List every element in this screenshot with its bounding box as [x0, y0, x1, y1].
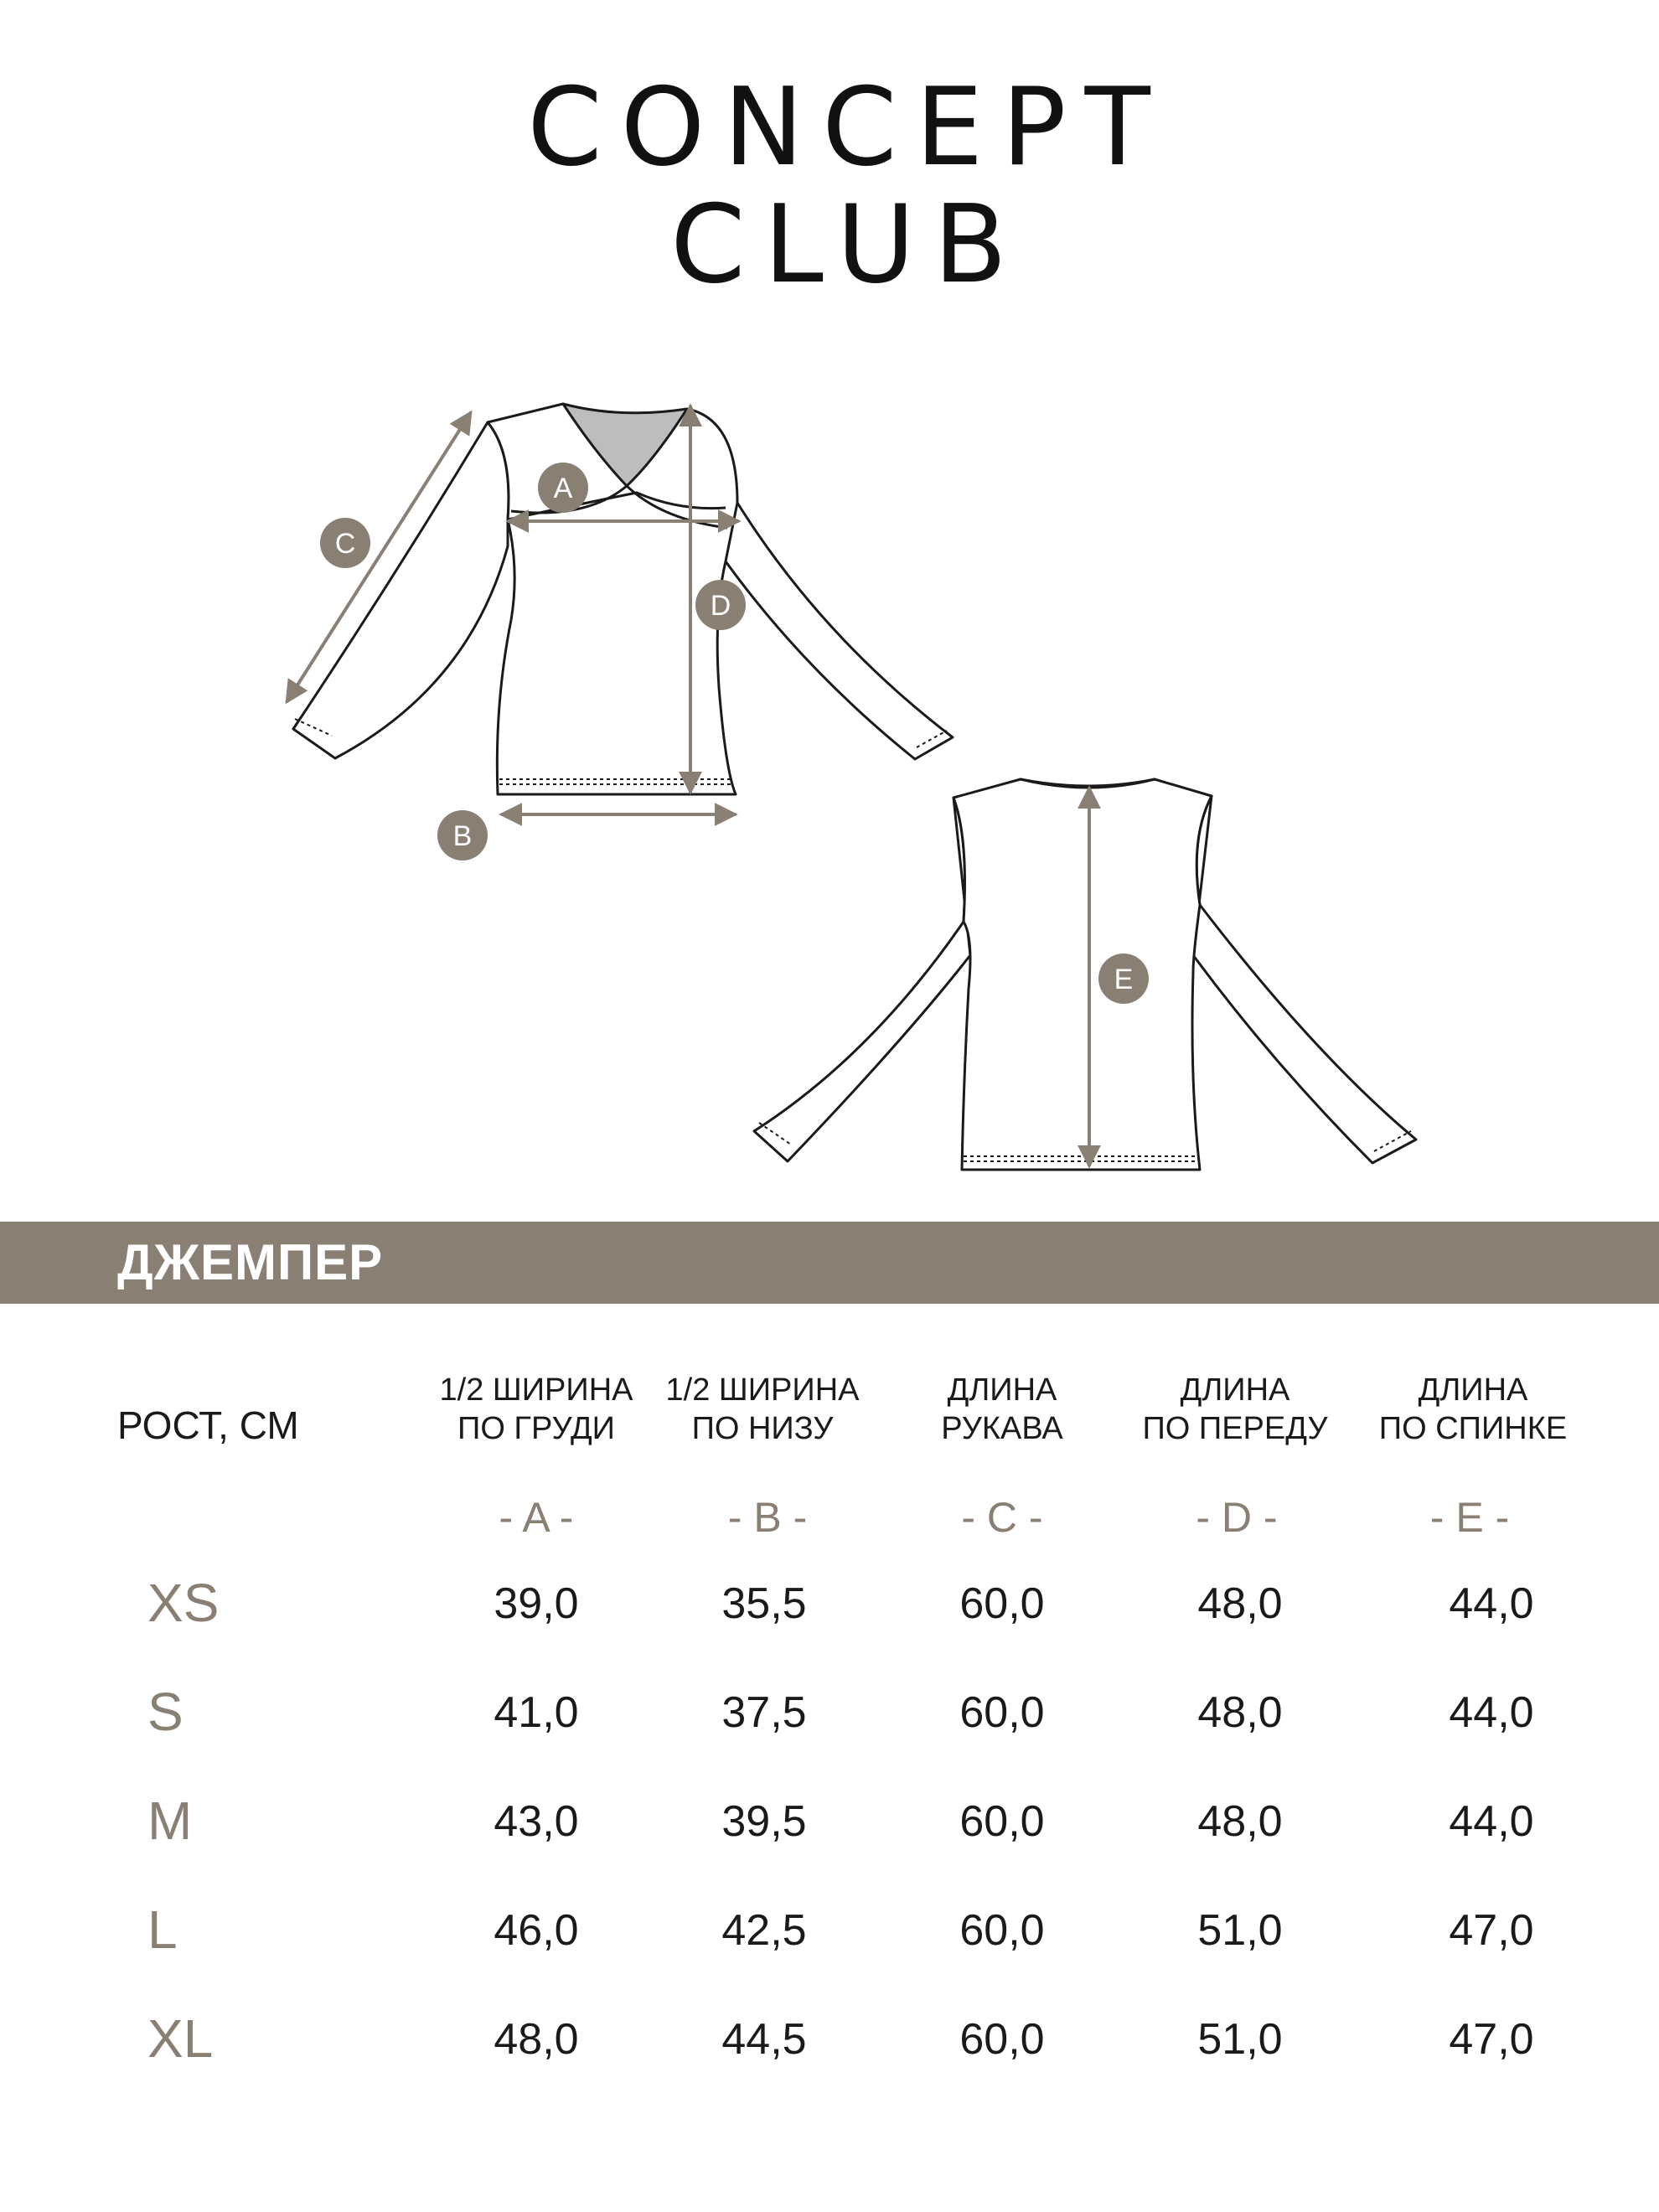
front-view [293, 404, 953, 794]
table-cell: 60,0 [959, 1797, 1045, 1846]
column-header-c: ДЛИНА РУКАВА [941, 1372, 1063, 1446]
table-cell: 37,5 [721, 1688, 807, 1737]
table-cell: 44,0 [1449, 1579, 1534, 1628]
table-cell: 44,0 [1449, 1688, 1534, 1737]
table-cell: 51,0 [1197, 2015, 1283, 2064]
table-cell: 60,0 [959, 2015, 1045, 2064]
marker-d: D [710, 590, 731, 622]
column-code-c: - C - [961, 1494, 1043, 1541]
table-cell: 60,0 [959, 1688, 1045, 1737]
marker-e: E [1114, 964, 1134, 995]
table-cell: 48,0 [494, 2015, 579, 2064]
table-cell: 44,5 [721, 2015, 807, 2064]
column-header-a: 1/2 ШИРИНА ПО ГРУДИ [439, 1372, 633, 1446]
size-label: L [147, 1899, 178, 1960]
size-label: S [147, 1682, 183, 1742]
table-cell: 46,0 [494, 1906, 579, 1955]
table-cell: 39,0 [494, 1579, 579, 1628]
table-cell: 41,0 [494, 1688, 579, 1737]
brand-logo-line1: CONCEPT [527, 65, 1169, 190]
size-label: XS [147, 1573, 220, 1633]
table-cell: 44,0 [1449, 1797, 1534, 1846]
column-code-b: - B - [727, 1494, 808, 1541]
product-band [0, 1222, 1659, 1304]
column-code-e: - E - [1429, 1494, 1510, 1541]
product-title: ДЖЕМПЕР [117, 1234, 384, 1290]
table-cell: 47,0 [1449, 2015, 1534, 2064]
table-cell: 48,0 [1197, 1797, 1283, 1846]
table-cell: 60,0 [959, 1906, 1045, 1955]
marker-b: B [452, 820, 473, 852]
garment-diagram [0, 369, 1659, 1190]
back-view [754, 779, 1416, 1170]
column-code-a: - A - [499, 1494, 574, 1541]
column-header-d: ДЛИНА ПО ПЕРЕДУ [1142, 1372, 1328, 1446]
row-header-label: РОСТ, СМ [117, 1403, 299, 1447]
table-cell: 39,5 [721, 1797, 807, 1846]
table-cell: 47,0 [1449, 1906, 1534, 1955]
table-cell: 48,0 [1197, 1688, 1283, 1737]
column-header-e: ДЛИНА ПО СПИНКЕ [1378, 1372, 1568, 1446]
table-cell: 51,0 [1197, 1906, 1283, 1955]
table-cell: 48,0 [1197, 1579, 1283, 1628]
marker-a: A [553, 473, 573, 504]
column-header-b: 1/2 ШИРИНА ПО НИЗУ [665, 1372, 860, 1446]
table-cell: 35,5 [721, 1579, 807, 1628]
brand-logo-line2: CLUB [670, 183, 1026, 308]
table-cell: 43,0 [494, 1797, 579, 1846]
marker-c: C [334, 528, 356, 560]
column-code-d: - D - [1196, 1494, 1278, 1541]
size-label: XL [147, 2008, 214, 2069]
size-label: M [147, 1791, 193, 1851]
table-cell: 60,0 [959, 1579, 1045, 1628]
table-cell: 42,5 [721, 1906, 807, 1955]
